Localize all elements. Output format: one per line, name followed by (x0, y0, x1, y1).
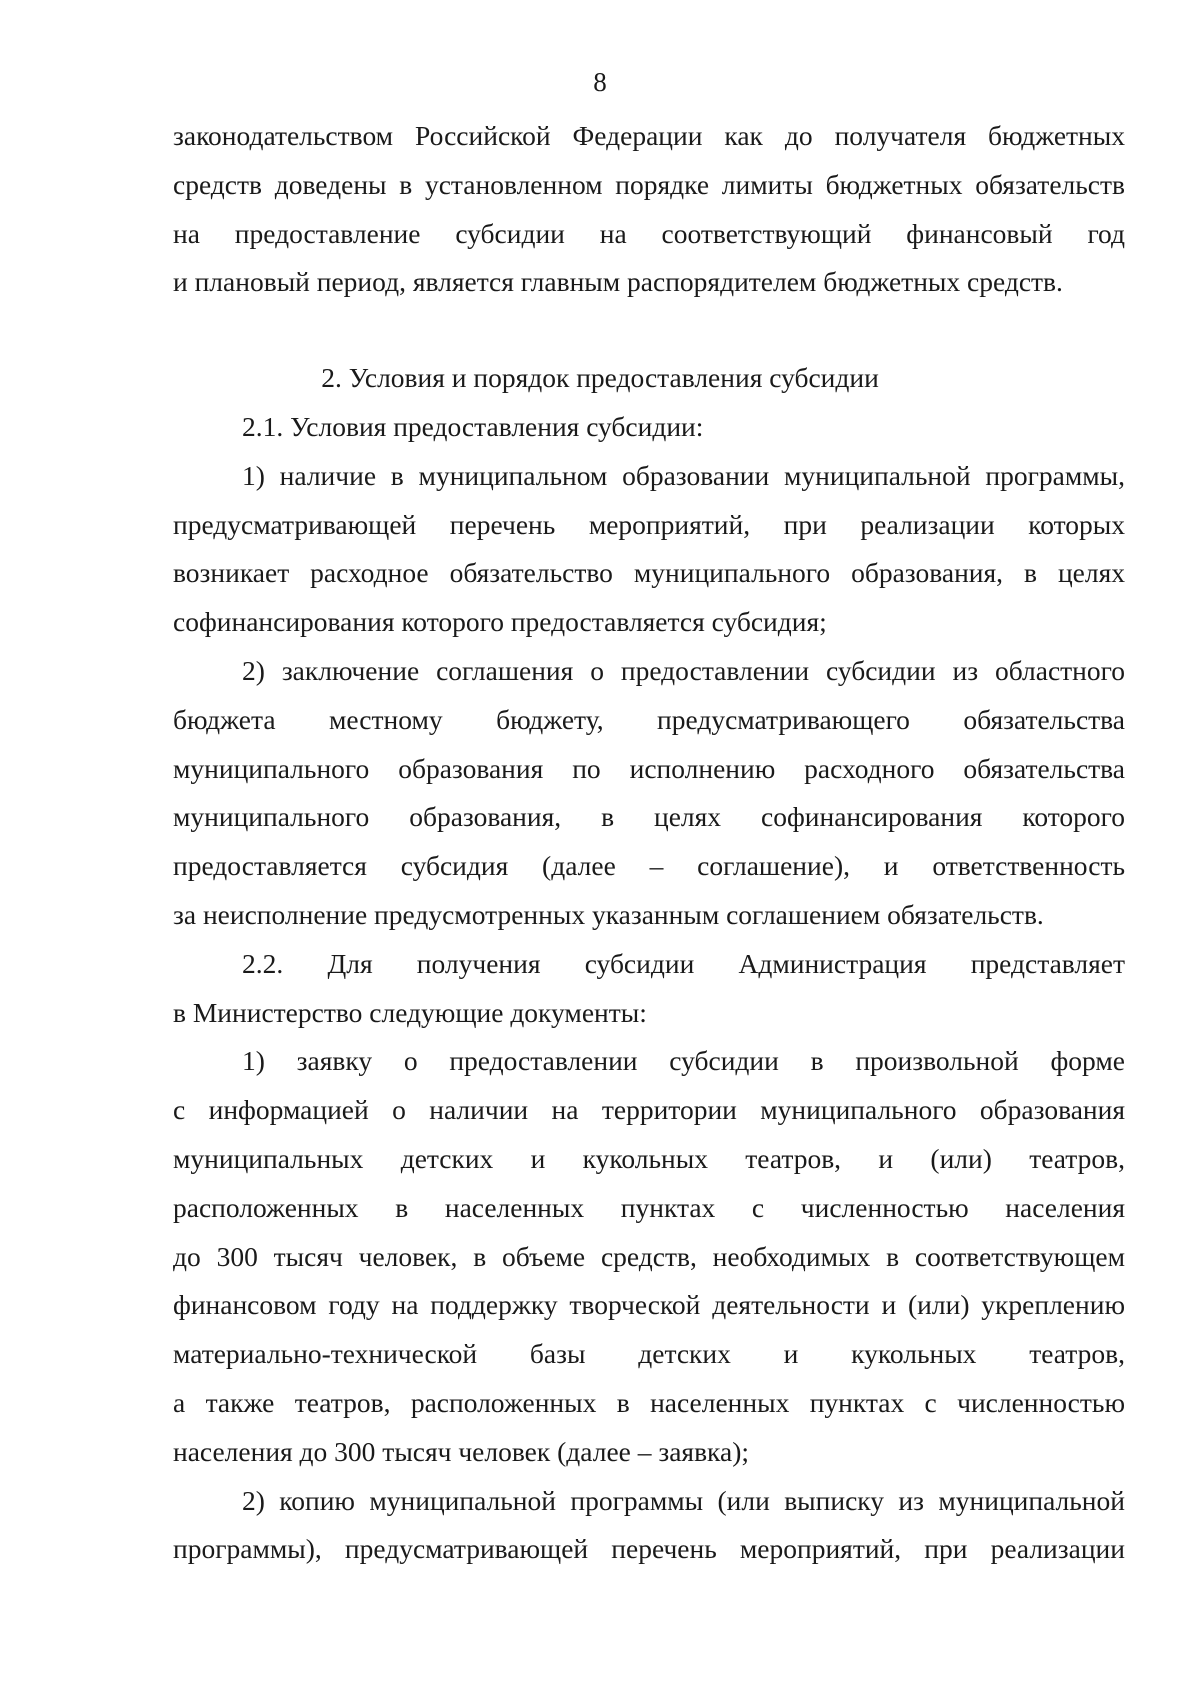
text-line: 1) наличие в муниципальном образовании муниципальной программы, (242, 459, 1125, 491)
section-heading: 2. Условия и порядок предоставления субсидии (321, 362, 879, 393)
text-line: средств доведены в установленном порядке лимиты бюджетных обязательств (173, 168, 1125, 200)
text-line: в Министерство следующие документы: (173, 996, 647, 1028)
text-line: предоставляется субсидия (далее – соглашение), и ответственность (173, 850, 1125, 882)
text-line: софинансирования которого предоставляется субсидия; (173, 606, 827, 638)
page-number: 8 (593, 67, 607, 97)
text-line: 1) заявку о предоставлении субсидии в произвольной форме (242, 1045, 1125, 1077)
text-line: 2) заключение соглашения о предоставлении субсидии из областного (242, 654, 1125, 686)
text-line: программы), предусматривающей перечень мероприятий, при реализации (173, 1533, 1125, 1565)
text-line: расположенных в населенных пунктах с численностью населения (173, 1191, 1125, 1223)
text-line: за неисполнение предусмотренных указанным соглашением обязательств. (173, 898, 1044, 930)
text-line: 2) копию муниципальной программы (или выписку из муниципальной (242, 1484, 1125, 1516)
text-line: с информацией о наличии на территории муниципального образования (173, 1094, 1125, 1126)
text-line: а также театров, расположенных в населенных пунктах с численностью (173, 1386, 1125, 1418)
text-line: финансовом году на поддержку творческой деятельности и (или) укреплению (173, 1289, 1125, 1321)
section-body (173, 403, 1125, 1574)
text-line: на предоставление субсидии на соответствующий финансовый год (173, 217, 1125, 249)
text-line: законодательством Российской Федерации как до получателя бюджетных (173, 120, 1125, 151)
text-line: материально-технической базы детских и кукольных театров, (173, 1338, 1125, 1370)
text-line: муниципального образования по исполнению расходного обязательства (173, 752, 1125, 784)
intro-paragraph (173, 112, 1125, 307)
text-line: и плановый период, является главным распорядителем бюджетных средств. (173, 266, 1063, 298)
text-line: возникает расходное обязательство муниципального образования, в целях (173, 557, 1125, 589)
text-line: муниципальных детских и кукольных театров, и (или) театров, (173, 1142, 1125, 1174)
text-line: 2.2. Для получения субсидии Администрация представляет (242, 947, 1125, 979)
text-line: муниципального образования, в целях софинансирования которого (173, 801, 1125, 833)
text-line: населения до 300 тысяч человек (далее – заявка); (173, 1435, 750, 1467)
text-line: до 300 тысяч человек, в объеме средств, необходимых в соответствующем (173, 1240, 1125, 1272)
text-line: предусматривающей перечень мероприятий, при реализации которых (173, 508, 1125, 540)
text-line: бюджета местному бюджету, предусматривающего обязательства (173, 703, 1125, 735)
text-line: 2.1. Условия предоставления субсидии: (242, 411, 704, 442)
